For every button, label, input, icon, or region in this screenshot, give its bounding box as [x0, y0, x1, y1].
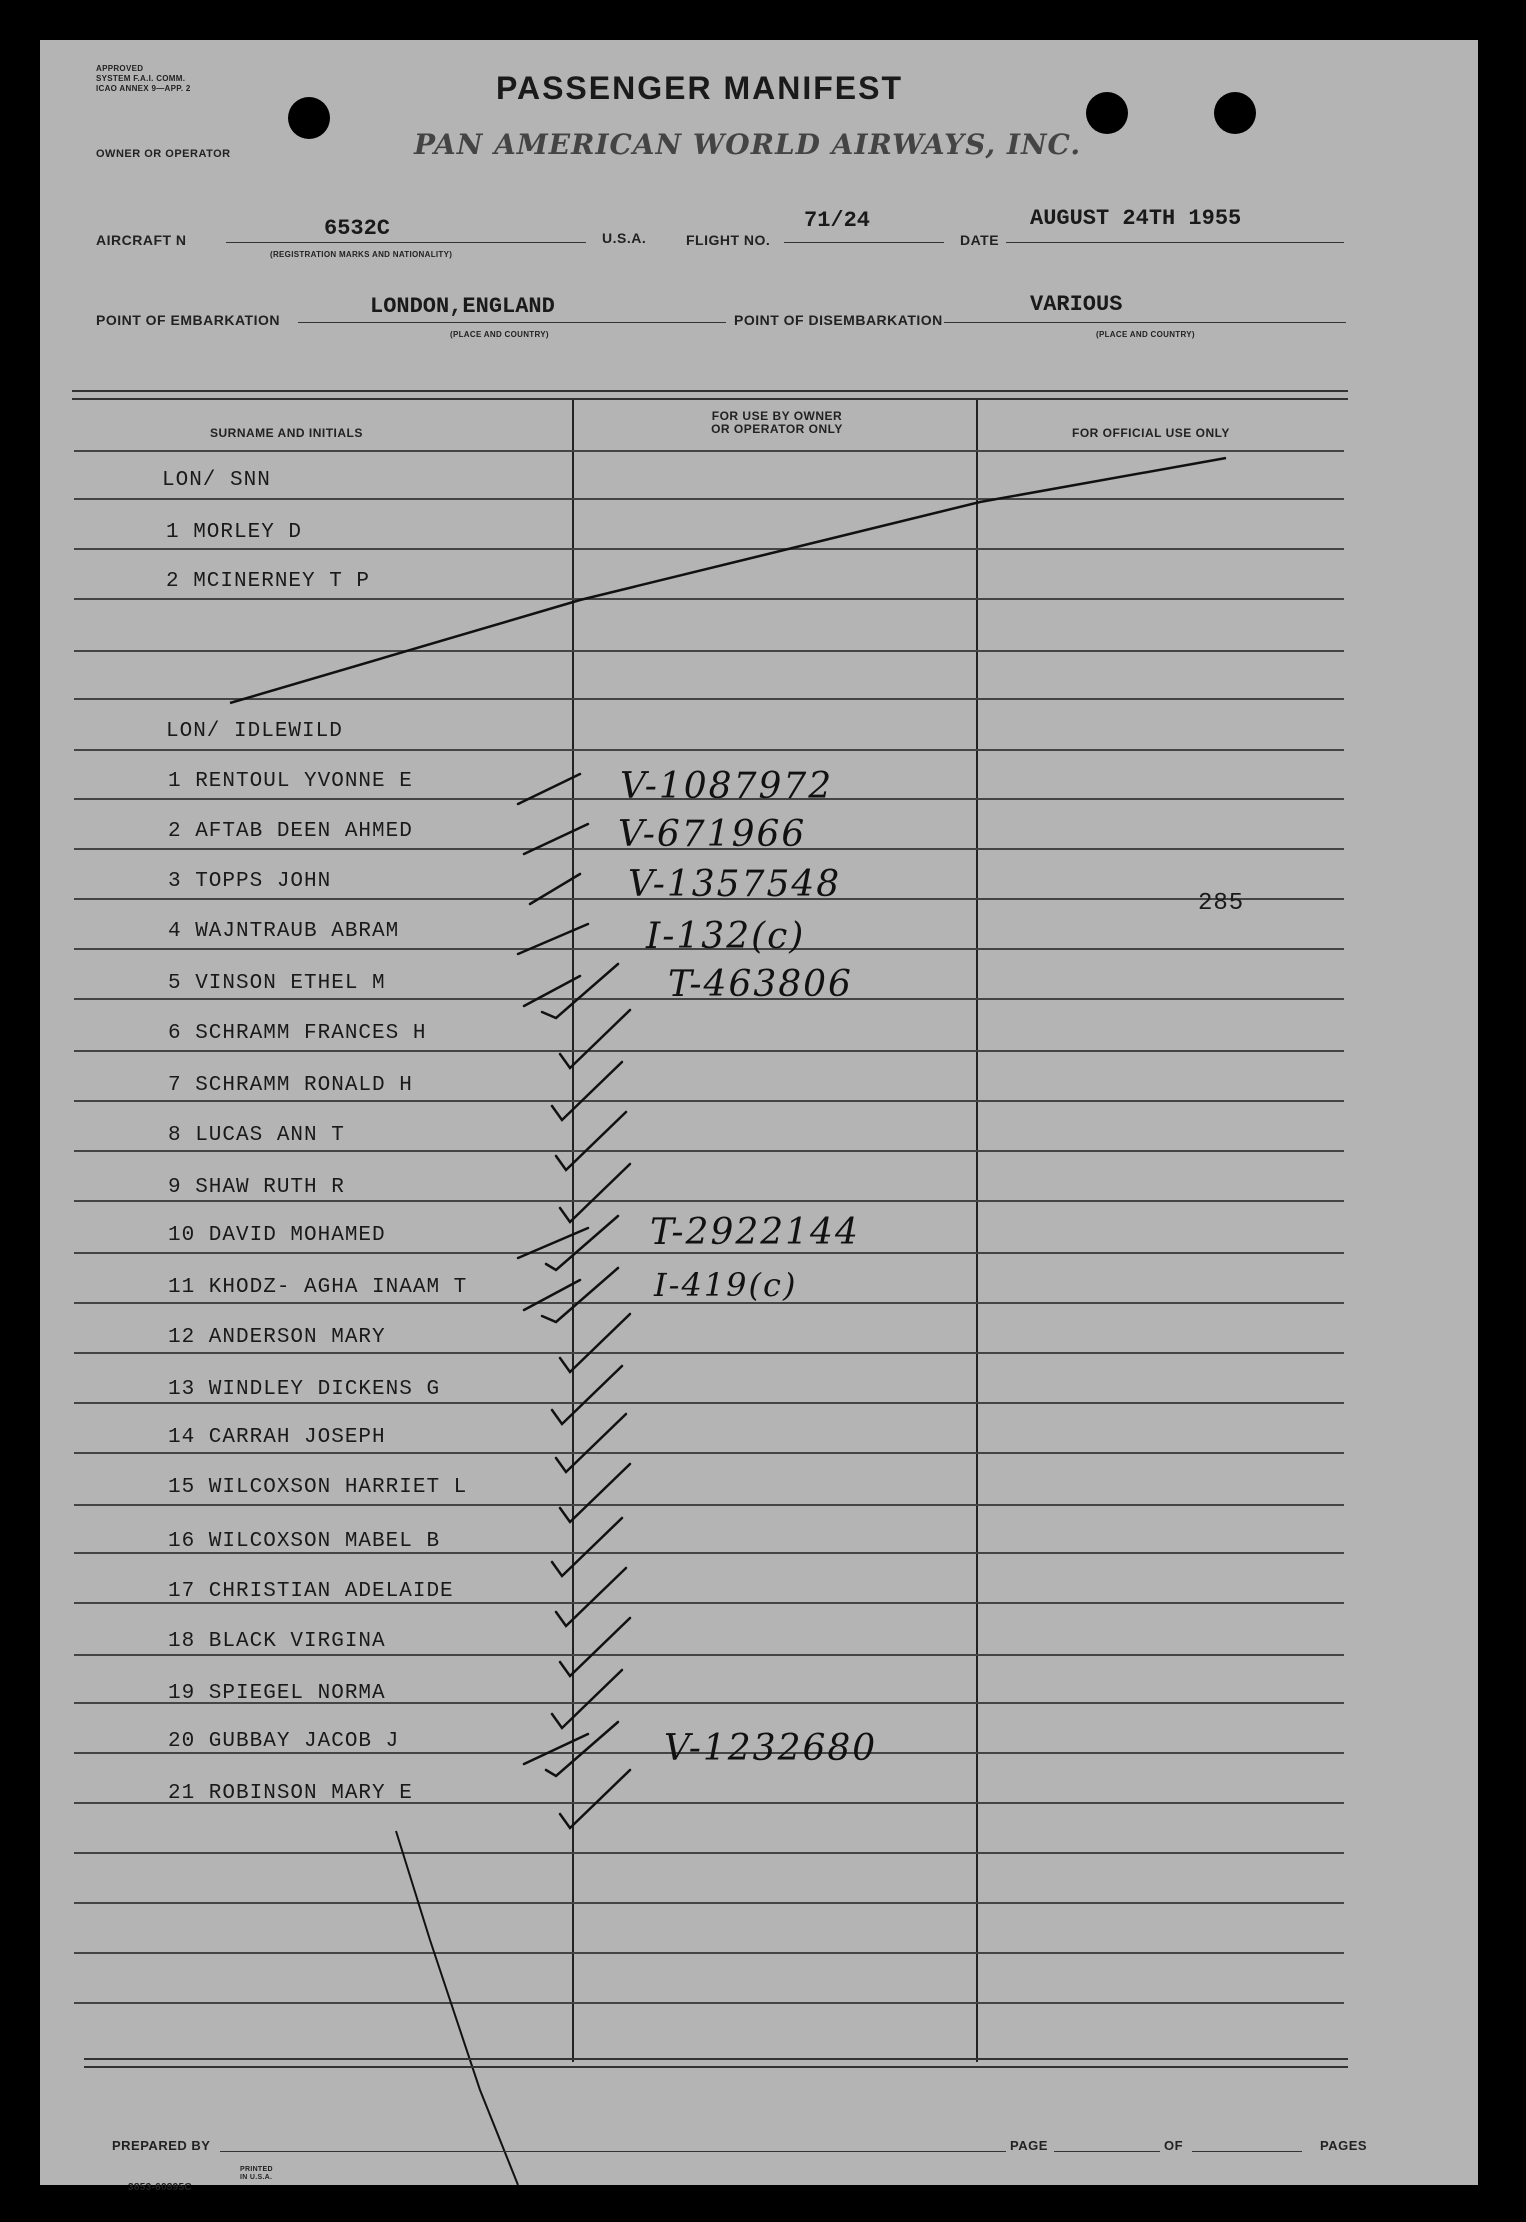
- check-mark: [524, 1722, 618, 1776]
- official-note: 285: [1198, 890, 1245, 917]
- prepared-label: PREPARED BY: [112, 2138, 211, 2153]
- visa-number: T-463806: [668, 964, 853, 1005]
- form-number: 3853-60895C: [128, 2182, 192, 2193]
- page-title: PASSENGER MANIFEST: [496, 70, 903, 106]
- disembark-value: VARIOUS: [1030, 292, 1123, 317]
- passenger-row: 11 KHODZ- AGHA INAAM T: [168, 1276, 468, 1299]
- pages-label: PAGES: [1320, 2138, 1368, 2153]
- passenger-row: 18 BLACK VIRGINA: [168, 1630, 386, 1653]
- col-surname-header: SURNAME AND INITIALS: [210, 426, 363, 440]
- check-mark: [518, 924, 588, 954]
- passenger-row: 19 SPIEGEL NORMA: [168, 1682, 386, 1705]
- passenger-row: 8 LUCAS ANN T: [168, 1124, 345, 1147]
- country-label: U.S.A.: [602, 230, 647, 246]
- visa-number: I-419(c): [654, 1266, 798, 1304]
- passenger-row: 17 CHRISTIAN ADELAIDE: [168, 1580, 454, 1603]
- passenger-row: 6 SCHRAMM FRANCES H: [168, 1022, 427, 1045]
- aircraft-label: AIRCRAFT N: [96, 232, 187, 248]
- check-mark: [552, 1062, 622, 1120]
- end-line: [396, 1831, 518, 2185]
- ink-strokes: [40, 40, 1478, 2185]
- passenger-row: 1 RENTOUL YVONNE E: [168, 770, 413, 793]
- passenger-row: 13 WINDLEY DICKENS G: [168, 1378, 441, 1401]
- check-mark: [560, 1314, 630, 1372]
- visa-number: I-132(c): [646, 916, 806, 957]
- flight-value: 71/24: [804, 208, 871, 233]
- disembark-label: POINT OF DISEMBARKATION: [734, 312, 943, 328]
- passenger-row: 15 WILCOXSON HARRIET L: [168, 1476, 468, 1499]
- visa-number: V-1232680: [664, 1728, 878, 1769]
- check-mark: [560, 1164, 630, 1222]
- owner-label: OWNER OR OPERATOR: [96, 148, 231, 160]
- check-mark: [560, 1770, 630, 1828]
- col-official-header: FOR OFFICIAL USE ONLY: [1072, 426, 1230, 440]
- snn-passenger: 1 MORLEY D: [166, 521, 303, 544]
- check-mark: [556, 1414, 626, 1472]
- visa-number: V-671966: [618, 814, 807, 855]
- passenger-row: 7 SCHRAMM RONALD H: [168, 1074, 413, 1097]
- passenger-row: 4 WAJNTRAUB ABRAM: [168, 920, 400, 943]
- disembark-note: (PLACE AND COUNTRY): [1096, 330, 1195, 339]
- passenger-row: 20 GUBBAY JACOB J: [168, 1730, 400, 1753]
- date-label: DATE: [960, 232, 1000, 248]
- cancel-line-snn: [230, 458, 1226, 703]
- aircraft-value: 6532C: [324, 216, 391, 241]
- airline-name: PAN AMERICAN WORLD AIRWAYS, INC.: [414, 128, 1082, 161]
- segment-idlewild-header: LON/ IDLEWILD: [166, 720, 343, 743]
- check-mark: [556, 1112, 626, 1170]
- visa-number: T-2922144: [650, 1212, 860, 1253]
- page-label: PAGE: [1010, 2138, 1048, 2153]
- embark-value: LONDON,ENGLAND: [370, 294, 555, 319]
- check-mark: [560, 1464, 630, 1522]
- check-mark: [524, 1268, 618, 1322]
- check-mark: [560, 1618, 630, 1676]
- check-mark: [552, 1670, 622, 1728]
- approval-note: APPROVED SYSTEM F.A.I. COMM. ICAO ANNEX 9—APP. 2: [96, 64, 191, 93]
- date-value: AUGUST 24TH 1955: [1030, 206, 1242, 231]
- passenger-row: 5 VINSON ETHEL M: [168, 972, 386, 995]
- passenger-row: 2 AFTAB DEEN AHMED: [168, 820, 413, 843]
- check-marks: [518, 774, 630, 1828]
- visa-number: V-1087972: [620, 766, 834, 807]
- check-mark: [560, 1010, 630, 1068]
- embark-label: POINT OF EMBARKATION: [96, 312, 280, 328]
- check-mark: [530, 874, 580, 904]
- snn-passenger: 2 MCINERNEY T P: [166, 570, 371, 593]
- embark-note: (PLACE AND COUNTRY): [450, 330, 549, 339]
- check-mark: [552, 1366, 622, 1424]
- check-mark: [524, 964, 618, 1018]
- passenger-row: 9 SHAW RUTH R: [168, 1176, 345, 1199]
- of-label: OF: [1164, 2138, 1184, 2153]
- registration-note: (REGISTRATION MARKS AND NATIONALITY): [270, 250, 453, 259]
- passenger-row: 21 ROBINSON MARY E: [168, 1782, 413, 1805]
- check-mark: [552, 1518, 622, 1576]
- col-owner-header: FOR USE BY OWNER OR OPERATOR ONLY: [711, 409, 843, 436]
- passenger-row: 12 ANDERSON MARY: [168, 1326, 386, 1349]
- passenger-row: 14 CARRAH JOSEPH: [168, 1426, 386, 1449]
- passenger-row: 10 DAVID MOHAMED: [168, 1224, 386, 1247]
- check-mark: [556, 1568, 626, 1626]
- manifest-sheet: [40, 40, 1478, 2193]
- passenger-row: 3 TOPPS JOHN: [168, 870, 332, 893]
- segment-snn-header: LON/ SNN: [162, 469, 271, 492]
- check-mark: [518, 1216, 618, 1270]
- visa-number: V-1357548: [628, 864, 842, 905]
- check-mark: [524, 824, 588, 854]
- check-mark: [518, 774, 580, 804]
- passenger-row: 16 WILCOXSON MABEL B: [168, 1530, 441, 1553]
- flight-label: FLIGHT NO.: [686, 232, 771, 248]
- printed-note: PRINTED IN U.S.A.: [240, 2166, 273, 2181]
